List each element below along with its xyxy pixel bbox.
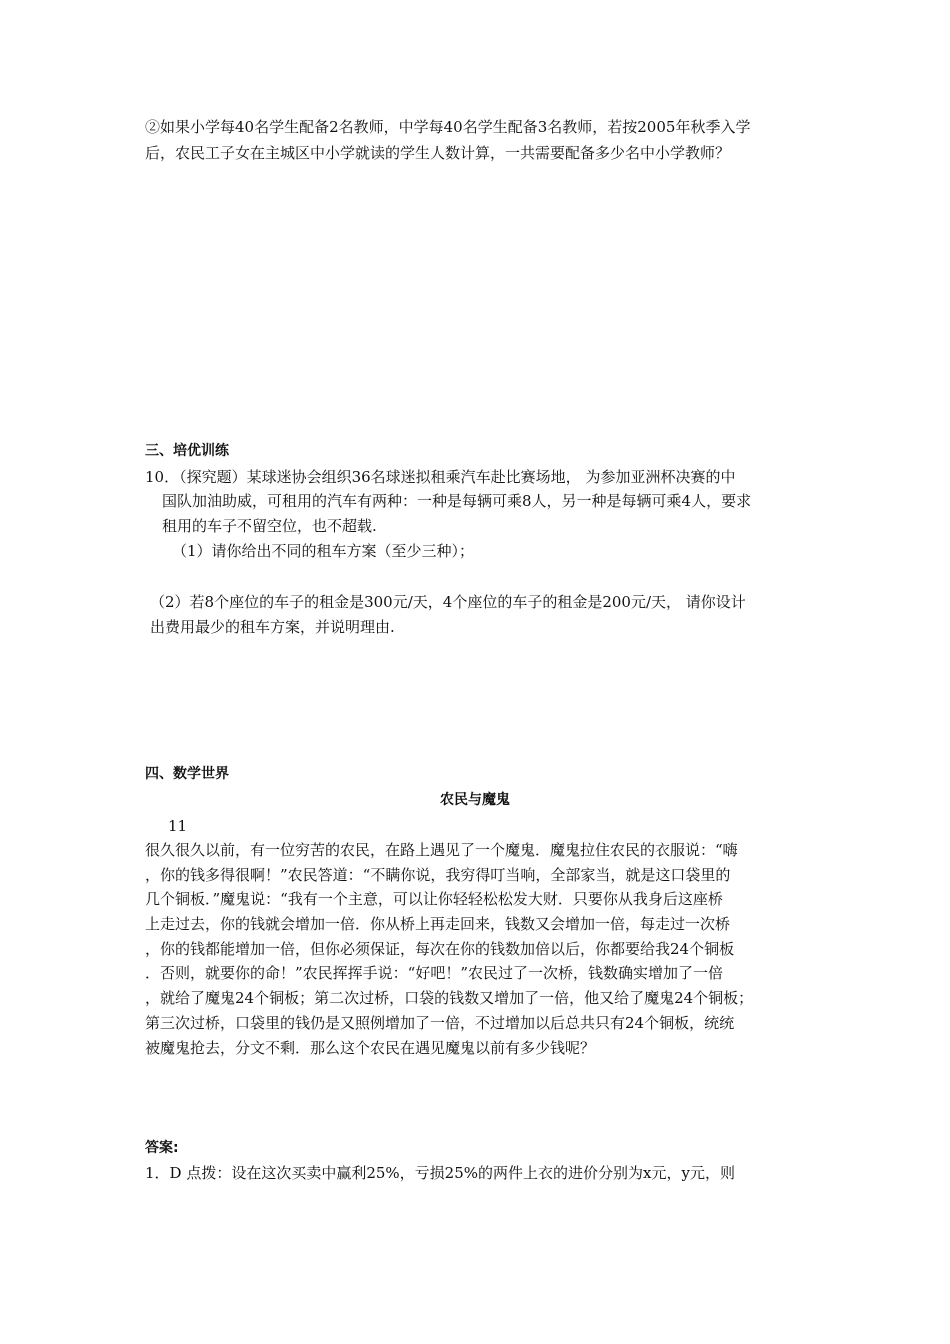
story-line: ，你的钱多得很啊！”农民答道：“不瞒你说，我穷得叮当响，全部家当，就是这口袋里的 xyxy=(145,866,731,884)
text-line: 出费用最少的租车方案，并说明理由. xyxy=(150,618,395,636)
section-heading: 四、数学世界 xyxy=(145,766,229,782)
text-line: 租用的车子不留空位，也不超载. xyxy=(162,517,377,535)
story-line: 被魔鬼抢去，分文不剩．那么这个农民在遇见魔鬼以前有多少钱呢？ xyxy=(145,1039,596,1057)
story-title: 农民与魔鬼 xyxy=(440,792,510,808)
story-line: 第三次过桥，口袋里的钱仍是又照例增加了一倍，不过增加以后总共只有24个铜板，统统 xyxy=(145,1014,735,1032)
text-line: ②如果小学每40名学生配备2名教师，中学每40名学生配备3名教师，若按2005年秋季入学 xyxy=(145,118,751,136)
text-line: 国队加油助威，可租用的汽车有两种：一种是每辆可乘8人，另一种是每辆可乘4人，要求 xyxy=(162,492,752,510)
story-line: ．否则，就要你的命！”农民挥挥手说：“好吧！”农民过了一次桥，钱数确实增加了一倍 xyxy=(145,964,724,982)
answer-line: 1．D 点拨：设在这次买卖中赢利25%，亏损25%的两件上衣的进价分别为x元，y元，则 xyxy=(145,1164,735,1182)
text-line: 后，农民工子女在主城区中小学就读的学生人数计算，一共需要配备多少名中小学教师？ xyxy=(145,144,731,162)
story-line: 上走过去，你的钱就会增加一倍．你从桥上再走回来，钱数又会增加一倍，每走过一次桥 xyxy=(145,915,731,933)
story-line: ，就给了魔鬼24个铜板；第二次过桥，口袋的钱数又增加了一倍，他又给了魔鬼24个铜板； xyxy=(145,989,754,1007)
story-number: 11 xyxy=(168,817,188,835)
story-line: 几个铜板．”魔鬼说：“我有一个主意，可以让你轻轻松松发大财．只要你从我身后这座桥 xyxy=(145,890,723,908)
sub-question: （1）请你给出不同的租车方案（至少三种）； xyxy=(172,542,475,560)
section-heading: 三、培优训练 xyxy=(145,443,229,459)
answers-heading: 答案: xyxy=(145,1140,179,1156)
text-line: 10．（探究题）某球迷协会组织36名球迷拟租乘汽车赴比赛场地， 为参加亚洲杯决赛的中 xyxy=(145,468,736,486)
story-line: 很久很久以前，有一位穷苦的农民，在路上遇见了一个魔鬼．魔鬼拉住农民的衣服说：“嗨 xyxy=(145,841,738,859)
sub-question: （2）若8个座位的车子的租金是300元/天，4个座位的车子的租金是200元/天， 请你设计 xyxy=(150,593,746,611)
story-line: ，你的钱都能增加一倍，但你必须保证，每次在你的钱数加倍以后，你都要给我24个铜板 xyxy=(145,940,735,958)
